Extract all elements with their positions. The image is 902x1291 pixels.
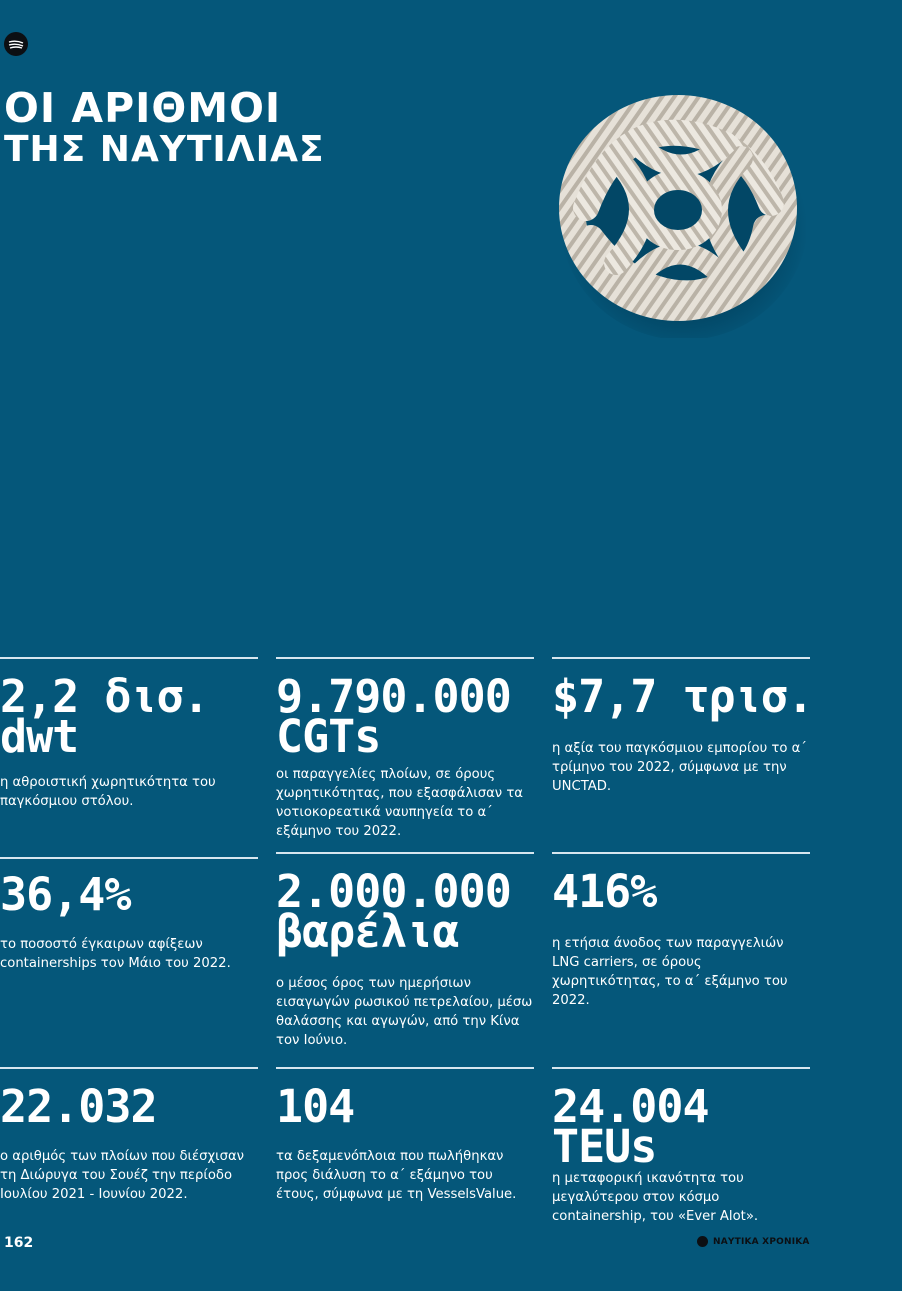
ship-logo-icon [4, 32, 28, 56]
brand-name: ΝΑΥΤΙΚΑ ΧΡΟΝΙΚΑ [713, 1236, 810, 1247]
stat-value: 416% [552, 865, 657, 918]
stat-description: η αξία του παγκόσμιου εμπορίου το α΄ τρίμηνο του 2022, σύμφωνα με την UNCTAD. [552, 741, 807, 794]
title-line-2: ΤΗΣ ΝΑΥΤΙΛΙΑΣ [4, 129, 325, 170]
stat-card-tankers-scrapped [276, 1067, 534, 1204]
stat-description: τα δεξαμενόπλοια που πωλήθηκαν προς διάλυση το α΄ εξάμηνο του έτους, σύμφωνα με τη VesselsValue. [276, 1149, 517, 1202]
stat-value: 22.032 [0, 1080, 157, 1133]
stat-value: 36,4% [0, 868, 131, 921]
stat-card-world-trade [552, 657, 813, 796]
stat-value: $7,7 τρισ. [552, 670, 813, 723]
stat-description: η ετήσια άνοδος των παραγγελιών LNG carriers, σε όρους χωρητικότητας, το α΄ εξάμηνο του 2022. [552, 936, 788, 1008]
stat-card-cgts [276, 657, 534, 841]
stat-value: 104 [276, 1080, 355, 1133]
stat-description: οι παραγγελίες πλοίων, σε όρους χωρητικότητας, που εξασφάλισαν τα νοτιοκορεατικά ναυπηγεία το α΄ εξάμηνο του 2022. [276, 767, 523, 839]
stat-description: η αθροιστική χωρητικότητα του παγκόσμιου στόλου. [0, 775, 216, 809]
stat-description: το ποσοστό έγκαιρων αφίξεων containerships τον Μάιο του 2022. [0, 937, 231, 971]
stat-card-on-time-arrivals [0, 857, 258, 973]
brand-logo [697, 1236, 810, 1247]
stat-value: 2.000.000 βαρέλια [276, 865, 511, 958]
stat-card-teus [552, 1067, 810, 1226]
stat-card-barrels [276, 852, 534, 1050]
stat-value: 9.790.000 CGTs [276, 670, 511, 763]
stat-description: ο μέσος όρος των ημερήσιων εισαγωγών ρωσικού πετρελαίου, μέσω θαλάσσης και αγωγών, από την Κίνα τον Ιούνιο. [276, 976, 533, 1048]
stat-value: 24.004 TEUs [552, 1080, 709, 1173]
stat-value: 2,2 δισ. dwt [0, 670, 209, 763]
page-number: 162 [4, 1235, 34, 1251]
page-title [4, 86, 325, 170]
stat-card-fleet-dwt [0, 657, 258, 811]
stat-card-lng-orders [552, 852, 810, 1010]
stat-description: η μεταφορική ικανότητα του μεγαλύτερου στον κόσμο containership, του «Ever Alot». [552, 1171, 759, 1224]
title-line-1: ΟΙ ΑΡΙΘΜΟΙ [4, 84, 282, 132]
brand-icon [697, 1236, 708, 1247]
stat-description: ο αριθμός των πλοίων που διέσχισαν τη Διώρυγα του Σουέζ την περίοδο Ιουλίου 2021 - Ιουνίου 2022. [0, 1149, 245, 1202]
rope-knot-image [556, 88, 806, 338]
stat-card-suez-transits [0, 1067, 258, 1204]
